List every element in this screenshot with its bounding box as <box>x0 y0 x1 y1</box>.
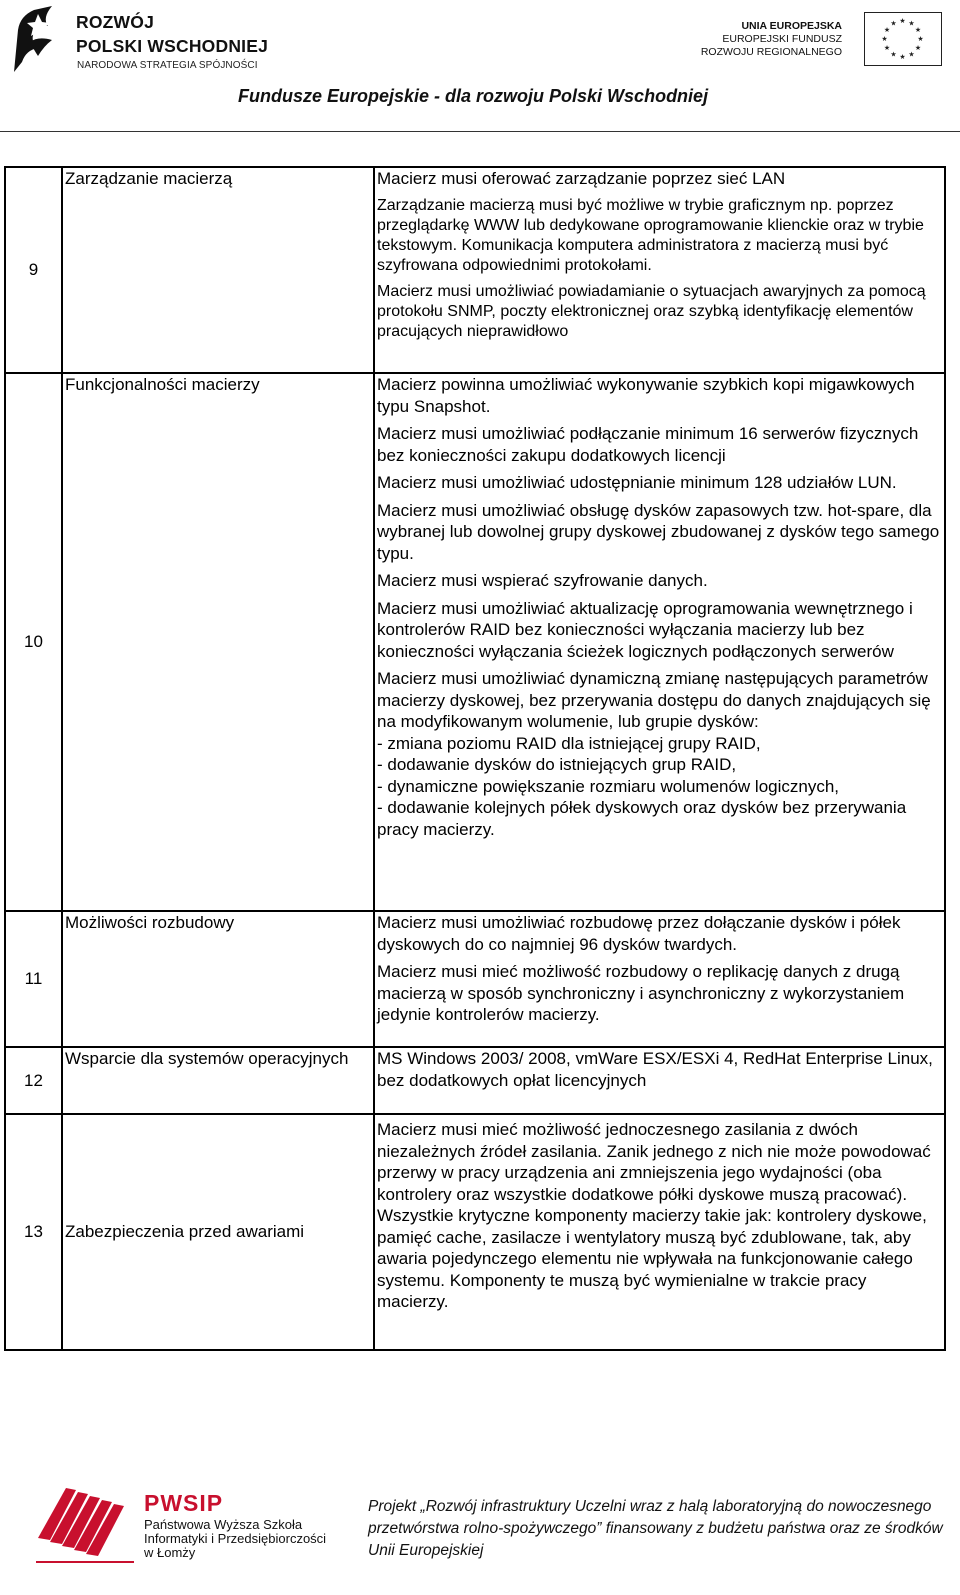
svg-text:★: ★ <box>899 17 906 25</box>
pwsip-name: PWSIP <box>144 1490 224 1516</box>
row-number: 12 <box>5 1047 62 1114</box>
table-row <box>5 1114 945 1350</box>
svg-text:★: ★ <box>890 50 897 59</box>
row-number: 10 <box>5 373 62 911</box>
table-row <box>5 167 945 373</box>
svg-text:★: ★ <box>914 44 922 52</box>
header-tagline: Fundusze Europejskie - dla rozwoju Polski Wschodniej <box>238 86 709 106</box>
svg-text:★: ★ <box>908 19 915 28</box>
requirement-text: Macierz musi oferować zarządzanie poprzez sieć LAN <box>377 169 786 188</box>
feature-cell <box>62 1114 374 1350</box>
row-number: 9 <box>5 167 62 373</box>
eu-line-3: ROZWOJU REGIONALNEGO <box>700 46 842 58</box>
requirements-cell <box>374 911 945 1047</box>
svg-text:★: ★ <box>890 19 897 28</box>
feature-label: Zarządzanie macierzą <box>65 169 233 188</box>
svg-text:★: ★ <box>881 35 888 43</box>
svg-text:★: ★ <box>917 35 924 43</box>
feature-label: Wsparcie dla systemów operacyjnych <box>65 1049 349 1068</box>
feature-cell <box>62 167 374 373</box>
svg-text:★: ★ <box>883 26 891 34</box>
requirement-text: Zarządzanie macierzą musi być możliwe w trybie graficznym np. poprzez przeglądarkę WWW lub dedykowane oprogramowanie klienckie oraz w trybie tekstowym. Komunikacja komputera administratora z macierzą musi być szyfrowana odpowiednimi protokołami. <box>377 196 924 274</box>
requirement-text: Macierz musi umożliwiać podłączanie minimum 16 serwerów fizycznych bez konieczności zakupu dodatkowych licencji <box>377 424 919 465</box>
header-divider <box>0 131 960 132</box>
svg-text:★: ★ <box>908 50 915 59</box>
eu-line-1: UNIA EUROPEJSKA <box>741 20 842 32</box>
rozwoj-polski-wschodniej-logo <box>8 2 298 76</box>
requirement-text: Macierz musi wspierać szyfrowanie danych. <box>377 571 708 590</box>
svg-text:★: ★ <box>883 44 891 52</box>
logo-line-3: NARODOWA STRATEGIA SPÓJNOŚCI <box>77 60 258 71</box>
requirement-text: Macierz musi umożliwiać dynamiczną zmianę następujących parametrów macierzy dyskowej, bez przerywania dostępu do danych znajdujących się na modyfikowanym wolumenie, lub grupie dysków: - zmiana poziomu RAID dla istniejącej grupy RAID, - dodawanie dysków do istniejących grup RAID, - dynamiczne powiększanie rozmiaru wolumenów logicznych, - dodawanie kolejnych półek dyskowych oraz dysków bez przerywania pracy macierzy. <box>377 669 931 839</box>
row-number: 13 <box>5 1114 62 1350</box>
feature-label: Zabezpieczenia przed awariami <box>65 1222 305 1242</box>
rpw-emblem-icon <box>8 2 72 76</box>
requirement-text: MS Windows 2003/ 2008, vmWare ESX/ESXi 4, RedHat Enterprise Linux, bez dodatkowych opłat licencyjnych <box>377 1049 933 1090</box>
requirements-cell <box>374 1114 945 1350</box>
requirement-text: Macierz musi umożliwiać aktualizację oprogramowania wewnętrznego i kontrolerów RAID bez konieczności wyłączania macierzy lub bez konieczności wyłączania ścieżek logicznych podłączonych serwerów <box>377 598 913 661</box>
requirement-text: Macierz musi umożliwiać rozbudowę przez dołączanie dysków i półek dyskowych do co najmniej 96 dysków twardych. <box>377 913 901 954</box>
table-row <box>5 911 945 1047</box>
requirement-text: Macierz musi umożliwiać powiadamianie o sytuacjach awaryjnych za pomocą protokołu SNMP, poczty elektronicznej oraz szybką identyfikację elementów pracujących nieprawidłowo <box>377 282 926 340</box>
logo-line-1: ROZWÓJ <box>76 12 155 32</box>
requirements-cell <box>374 167 945 373</box>
feature-cell <box>62 911 374 1047</box>
feature-cell <box>62 373 374 911</box>
pwsip-logo <box>36 1478 366 1568</box>
requirement-text: Macierz powinna umożliwiać wykonywanie szybkich kopi migawkowych typu Snapshot. <box>377 375 915 416</box>
eu-line-2: EUROPEJSKI FUNDUSZ <box>722 33 842 45</box>
requirement-text: Macierz musi mieć możliwość rozbudowy o replikację danych z drugą macierzą w sposób synchroniczny i asynchroniczny z wykorzystaniem jedynie kontrolerów macierzy. <box>377 962 905 1024</box>
eu-logo <box>702 12 942 68</box>
requirement-text: Macierz musi umożliwiać udostępnianie minimum 128 udziałów LUN. <box>377 473 897 492</box>
requirements-cell <box>374 1047 945 1114</box>
svg-text:★: ★ <box>914 26 922 34</box>
requirement-text: Macierz musi umożliwiać obsługę dysków zapasowych tzw. hot-spare, dla wybranej lub dowolnej grupy dyskowej zbudowanej z dysków tego samego typu. <box>377 500 940 563</box>
feature-label: Funkcjonalności macierzy <box>65 375 260 394</box>
eu-flag-icon <box>864 12 942 66</box>
table-row <box>5 373 945 911</box>
pwsip-emblem-icon <box>36 1478 136 1566</box>
eu-text <box>701 20 842 59</box>
specification-table <box>4 166 946 1351</box>
svg-text:★: ★ <box>899 53 906 61</box>
row-number: 11 <box>5 911 62 1047</box>
project-funding-note: Projekt „Rozwój infrastruktury Uczelni wraz z halą laboratoryjną do nowoczesnego przetwórstwa rolno-spożywczego” finansowany z budżetu państwa oraz ze środków Unii Europejskiej <box>368 1498 943 1559</box>
requirement-text: Macierz musi mieć możliwość jednoczesnego zasilania z dwóch niezależnych źródeł zasilania. Zanik jednego z nich nie może powodować przerwy w pracy urządzenia ani zmniejszenia jego wydajności (oba kontrolery oraz wszystkie dodatkowe półki dyskowe muszą pracować). Wszystkie krytyczne komponenty macierzy takie jak: kontrolery dyskowe, pamięć cache, zasilacze i wentylatory muszą być zdublowane, tak, aby awaria pojedynczego elementu nie wpływała na funkcjonowanie całego systemu. Komponenty te muszą być wymienialne w trakcie pracy macierzy. <box>377 1120 931 1311</box>
feature-cell <box>62 1047 374 1114</box>
feature-label: Możliwości rozbudowy <box>65 913 235 932</box>
requirements-cell <box>374 373 945 911</box>
logo-line-2: POLSKI WSCHODNIEJ <box>76 36 269 56</box>
pwsip-subtitle: Państwowa Wyższa Szkoła Informatyki i Przedsiębiorczości w Łomży <box>144 1517 327 1560</box>
table-row <box>5 1047 945 1114</box>
